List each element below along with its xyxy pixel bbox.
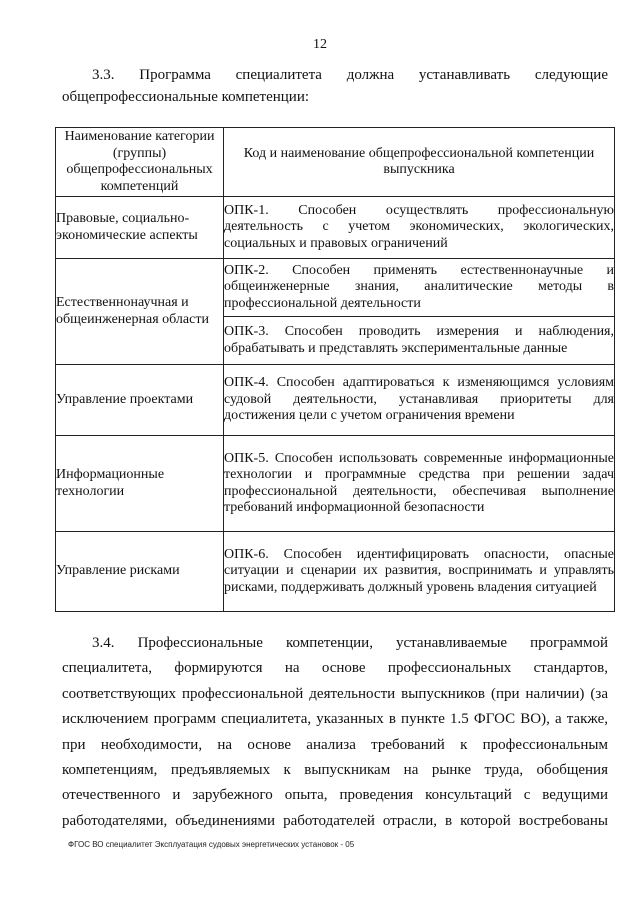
intro-line-1 [62,64,608,86]
competence-cell: ОПК-4. Способен адаптироваться к изменяющимся условиям судовой деятельности, устанавливая приоритеты для достижения цели с учетом ограничения времени [224,365,615,436]
table-row [56,365,615,436]
document-footer: ФГОС ВО специалитет Эксплуатация судовых энергетических установок - 05 [68,840,355,849]
header-code: Код и наименование общепрофессиональной компетенции выпускника [224,128,615,197]
competence-cell: ОПК-3. Способен проводить измерения и наблюдения, обрабатывать и представлять экспериментальные данные [224,317,615,365]
competence-table [55,127,615,612]
intro-paragraph [62,64,608,108]
intro-text-line-1: Программа специалитета должна устанавливать следующие [139,67,608,83]
paragraph-3-4 [62,631,608,834]
category-cell: Правовые, социально-экономические аспекты [56,197,224,259]
competence-cell: ОПК-1. Способен осуществлять профессиональную деятельность с учетом экономических, экологических, социальных и правовых ограничений [224,197,615,259]
category-cell: Информационные технологии [56,436,224,532]
table-row [56,259,615,317]
intro-text-line-2: общепрофессиональные компетенции: [62,89,310,105]
section-number: 3.3. [92,67,115,83]
category-cell: Управление проектами [56,365,224,436]
table-row [56,532,615,612]
competence-cell: ОПК-6. Способен идентифицировать опасности, опасные ситуации и сценарии их развития, воспринимать и управлять рисками, поддерживать должный уровень владения ситуацией [224,532,615,612]
category-cell: Управление рисками [56,532,224,612]
page-number: 12 [313,37,327,52]
competence-cell: ОПК-2. Способен применять естественнонаучные и общеинженерные знания, аналитические методы в профессиональной деятельности [224,259,615,317]
paragraph-3-4-text: 3.4. Профессиональные компетенции, устанавливаемые программой специалитета, формируются на основе профессиональных стандартов, соответствующих профессиональной деятельности выпускников (при наличии) (за исключением программ специалитета, указанных в пункте 1.5 ФГОС ВО), а также, при необходимости, на основе анализа требований к профессиональным компетенциям, предъявляемых к выпускникам на рынке труда, обобщения отечественного и зарубежного опыта, проведения консультаций с ведущими работодателями, объединениями работодателей отрасли, в которой востребованы [62,635,608,829]
competence-cell: ОПК-5. Способен использовать современные информационные технологии и программные средства при решении задач профессиональной деятельности, обеспечивая выполнение требований информационной безопасности [224,436,615,532]
table-row [56,436,615,532]
table-row [56,197,615,259]
category-cell: Естественнонаучная и общеинженерная области [56,259,224,365]
table-header-row [56,128,615,197]
header-category: Наименование категории (группы) общепрофессиональных компетенций [56,128,224,197]
